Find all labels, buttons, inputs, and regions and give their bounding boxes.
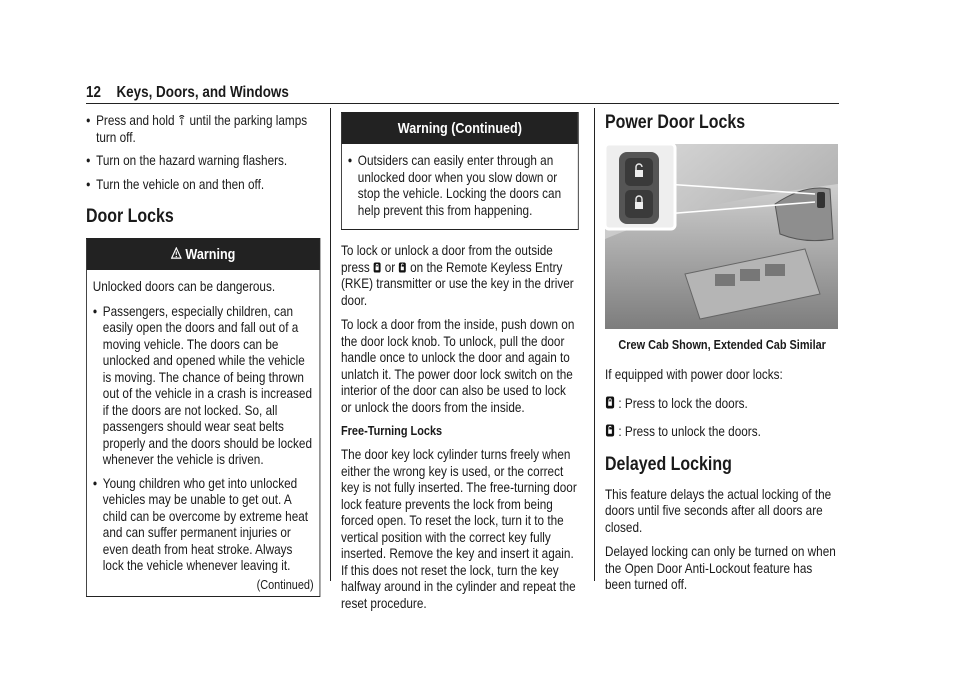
continued-label: (Continued) bbox=[256, 576, 314, 592]
warning-body bbox=[87, 270, 320, 596]
bullet-item: ● Turn on the hazard warning flashers. bbox=[86, 152, 320, 169]
warning-box bbox=[86, 238, 320, 597]
outside-lock-paragraph: To lock or unlock a door from the outside press or on the Remote Keyless Entry (RKE) transmitter or use the key in the driver door. bbox=[341, 242, 574, 308]
header-rule bbox=[86, 103, 839, 104]
power-door-locks-heading: Power Door Locks bbox=[605, 112, 746, 133]
lock-icon bbox=[605, 396, 615, 409]
warning-bullet: ● Passengers, especially children, can easily open the doors and fall out of a moving vehicle. The doors can be unlocked and opened while the vehicle is moving. The chance of being thrown out of the vehicle in a crash is increased if the doors are not locked. So, all passengers should wear seat belts properly and the doors should be locked whenever the vehicle is driven. bbox=[93, 303, 314, 468]
inside-lock-paragraph: To lock a door from the inside, push down on the door lock knob. To unlock, pull the door handle once to unlock the door and again to unlatch it. The power door lock switch on the interior of the door can also be used to lock or unlock the doors from the inside. bbox=[341, 316, 575, 415]
bullet-text: until the parking lamps turn off. bbox=[96, 112, 308, 145]
column-1 bbox=[86, 112, 320, 597]
unlock-icon bbox=[398, 262, 406, 273]
free-turning-paragraph: The door key lock cylinder turns freely when either the wrong key is used, or the correct key is not fully inserted. The free-turning door lock feature prevents the lock from being forced open. To reset the lock, turn it to the vertical position with the correct key fully inserted. Remove the key and insert it again. If this does not reset the lock, turn the key halfway around in the cylinder and repeat the reset procedure. bbox=[341, 446, 577, 611]
bullet-item: ● Turn the vehicle on and then off. bbox=[86, 176, 320, 193]
unlock-item: : Press to unlock the doors. bbox=[605, 423, 839, 440]
page-header bbox=[86, 84, 289, 102]
delayed-paragraph-1: This feature delays the actual locking of the doors until five seconds after all doors are closed. bbox=[605, 485, 832, 535]
warning-continued-body bbox=[342, 144, 578, 229]
column-2 bbox=[341, 112, 579, 619]
warning-bullet: ● Young children who get into unlocked vehicles may be unable to get out. A child can be overcome by extreme heat and can suffer permanent injuries or even death from heat stroke. Always lock the vehicle whenever leaving it. bbox=[93, 475, 314, 574]
door-lock-switch-photo bbox=[605, 144, 838, 329]
equipped-paragraph: If equipped with power door locks: bbox=[605, 366, 783, 382]
warning-continued-box bbox=[341, 112, 579, 230]
delayed-locking-heading: Delayed Locking bbox=[605, 453, 732, 475]
lock-icon bbox=[373, 262, 381, 273]
photo-caption: Crew Cab Shown, Extended Cab Similar bbox=[618, 337, 826, 352]
warning-header bbox=[87, 239, 320, 270]
free-turning-heading: Free-Turning Locks bbox=[341, 423, 443, 438]
door-locks-heading: Door Locks bbox=[86, 206, 174, 227]
page-number: 12 bbox=[86, 84, 101, 101]
warning-title: Warning bbox=[185, 246, 236, 263]
warning-triangle-icon bbox=[171, 247, 182, 260]
warning-continued-header: Warning (Continued) bbox=[342, 113, 578, 144]
lock-item: : Press to lock the doors. bbox=[605, 395, 839, 412]
bullet-text: Press and hold bbox=[96, 112, 175, 128]
column-3 bbox=[605, 112, 839, 601]
warning-intro: Unlocked doors can be dangerous. bbox=[92, 278, 276, 294]
unlock-icon bbox=[605, 424, 615, 437]
warning-bullet: ● Outsiders can easily enter through an unlocked door when you slow down or stop the vehicle. Locking the doors can help prevent this from happening. bbox=[348, 152, 572, 218]
bullet-item bbox=[86, 112, 320, 145]
column-divider bbox=[594, 108, 595, 581]
section-title: Keys, Doors, and Windows bbox=[116, 84, 289, 101]
column-divider bbox=[330, 108, 331, 581]
remote-start-icon bbox=[178, 115, 186, 126]
delayed-paragraph-2: Delayed locking can only be turned on when the Open Door Anti-Lockout feature has been turned off. bbox=[605, 543, 836, 592]
